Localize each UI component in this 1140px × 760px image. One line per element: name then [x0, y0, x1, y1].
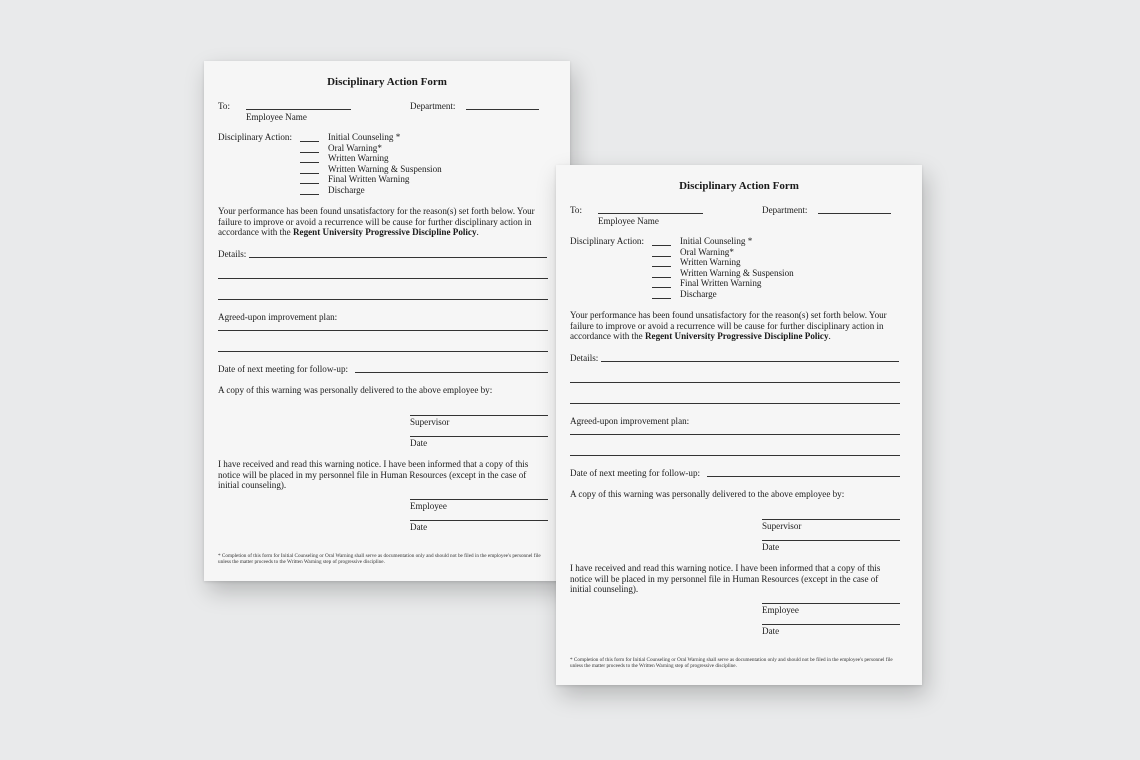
to-label: To:	[570, 205, 582, 215]
supervisor-label: Supervisor	[762, 521, 802, 531]
department-line[interactable]	[818, 213, 891, 214]
employee-signature-line[interactable]	[410, 499, 548, 500]
received-paragraph: I have received and read this warning notice. I have been informed that a copy of this notice will be placed in my personnel file in Human Resources (except in the case of initial counseling).	[570, 563, 881, 595]
supervisor-date-line[interactable]	[762, 540, 900, 541]
supervisor-date-line[interactable]	[410, 436, 548, 437]
received-paragraph: I have received and read this warning notice. I have been informed that a copy of this notice will be placed in my personnel file in Human Resources (except in the case of initial counseling).	[218, 459, 529, 491]
employee-date-label: Date	[410, 522, 428, 532]
option-blank-written-warning-suspension[interactable]	[300, 173, 319, 174]
option-oral-warning: Oral Warning*	[680, 246, 734, 257]
copy-delivered-text: A copy of this warning was personally delivered to the above employee by:	[570, 489, 845, 499]
improvement-plan-label: Agreed-upon improvement plan:	[570, 416, 690, 426]
next-meeting-label: Date of next meeting for follow-up:	[570, 468, 701, 478]
department-label: Department:	[762, 205, 808, 215]
option-blank-oral-warning[interactable]	[300, 152, 319, 153]
option-blank-initial-counseling[interactable]	[652, 245, 671, 246]
option-final-written-warning: Final Written Warning	[680, 278, 762, 289]
details-line-2[interactable]	[218, 278, 548, 279]
next-meeting-label: Date of next meeting for follow-up:	[218, 364, 349, 374]
next-meeting-line[interactable]	[707, 476, 900, 477]
employee-date-label: Date	[762, 626, 780, 636]
disciplinary-action-label: Disciplinary Action:	[218, 132, 293, 142]
improvement-plan-label: Agreed-upon improvement plan:	[218, 312, 338, 322]
details-label: Details:	[218, 249, 247, 259]
option-written-warning-suspension: Written Warning & Suspension	[680, 267, 794, 278]
option-written-warning-suspension: Written Warning & Suspension	[328, 163, 442, 174]
performance-text-end: .	[828, 331, 831, 342]
improvement-line-2[interactable]	[570, 455, 900, 456]
department-label: Department:	[410, 101, 456, 111]
improvement-line-2[interactable]	[218, 351, 548, 352]
employee-name-line[interactable]	[598, 213, 703, 214]
option-blank-final-written-warning[interactable]	[300, 183, 319, 184]
option-final-written-warning: Final Written Warning	[328, 174, 410, 185]
option-blank-final-written-warning[interactable]	[652, 287, 671, 288]
disciplinary-action-label: Disciplinary Action:	[570, 236, 645, 246]
improvement-line-1[interactable]	[218, 330, 548, 331]
employee-date-line[interactable]	[762, 624, 900, 625]
employee-label: Employee	[410, 501, 447, 511]
option-blank-discharge[interactable]	[300, 194, 319, 195]
supervisor-date-label: Date	[410, 438, 428, 448]
details-label: Details:	[570, 353, 599, 363]
to-label: To:	[218, 101, 230, 111]
details-line-3[interactable]	[218, 299, 548, 300]
supervisor-date-label: Date	[762, 542, 780, 552]
option-blank-written-warning[interactable]	[300, 162, 319, 163]
form-title: Disciplinary Action Form	[327, 76, 447, 88]
option-blank-discharge[interactable]	[652, 298, 671, 299]
performance-paragraph	[570, 310, 906, 342]
option-discharge: Discharge	[328, 185, 365, 195]
form-sheet-front	[556, 165, 922, 685]
next-meeting-line[interactable]	[355, 372, 548, 373]
copy-delivered-text: A copy of this warning was personally delivered to the above employee by:	[218, 385, 493, 395]
performance-text-end: .	[476, 227, 479, 238]
employee-label: Employee	[762, 605, 799, 615]
employee-signature-line[interactable]	[762, 603, 900, 604]
policy-name: Regent University Progressive Discipline Policy	[644, 331, 829, 342]
employee-name-label: Employee Name	[246, 112, 307, 122]
option-blank-written-warning[interactable]	[652, 266, 671, 267]
option-written-warning: Written Warning	[328, 153, 389, 164]
option-blank-written-warning-suspension[interactable]	[652, 277, 671, 278]
option-initial-counseling: Initial Counseling *	[328, 132, 401, 142]
details-line-3[interactable]	[570, 403, 900, 404]
performance-text: Your performance has been found unsatisfactory for the reason(s) set forth below. Your failure to improve or avoid a recurrence will be cause for further disciplinary action in accordance with the	[570, 310, 887, 342]
performance-text: Your performance has been found unsatisfactory for the reason(s) set forth below. Your failure to improve or avoid a recurrence will be cause for further disciplinary action in accordance with the	[218, 206, 535, 238]
option-written-warning: Written Warning	[680, 257, 741, 268]
supervisor-signature-line[interactable]	[762, 519, 900, 520]
supervisor-label: Supervisor	[410, 417, 450, 427]
option-blank-initial-counseling[interactable]	[300, 141, 319, 142]
supervisor-signature-line[interactable]	[410, 415, 548, 416]
improvement-line-1[interactable]	[570, 434, 900, 435]
employee-name-line[interactable]	[246, 109, 351, 110]
option-initial-counseling: Initial Counseling *	[680, 236, 753, 246]
form-sheet-back	[204, 61, 570, 581]
option-oral-warning: Oral Warning*	[328, 142, 382, 153]
performance-paragraph	[218, 206, 554, 238]
details-line-1[interactable]	[601, 361, 899, 362]
details-line-2[interactable]	[570, 382, 900, 383]
footnote: * Completion of this form for Initial Counseling or Oral Warning shall serve as documentation only and should not be filed in the employee's personnel file unless the matter proceeds to the Written Warning step of progressive discipline.	[570, 657, 893, 670]
employee-name-label: Employee Name	[598, 216, 659, 226]
details-line-1[interactable]	[249, 257, 547, 258]
policy-name: Regent University Progressive Discipline Policy	[292, 227, 477, 238]
form-title: Disciplinary Action Form	[679, 180, 799, 192]
option-discharge: Discharge	[680, 289, 717, 299]
footnote: * Completion of this form for Initial Counseling or Oral Warning shall serve as documentation only and should not be filed in the employee's personnel file unless the matter proceeds to the Written Warning step of progressive discipline.	[218, 553, 541, 566]
option-blank-oral-warning[interactable]	[652, 256, 671, 257]
department-line[interactable]	[466, 109, 539, 110]
employee-date-line[interactable]	[410, 520, 548, 521]
